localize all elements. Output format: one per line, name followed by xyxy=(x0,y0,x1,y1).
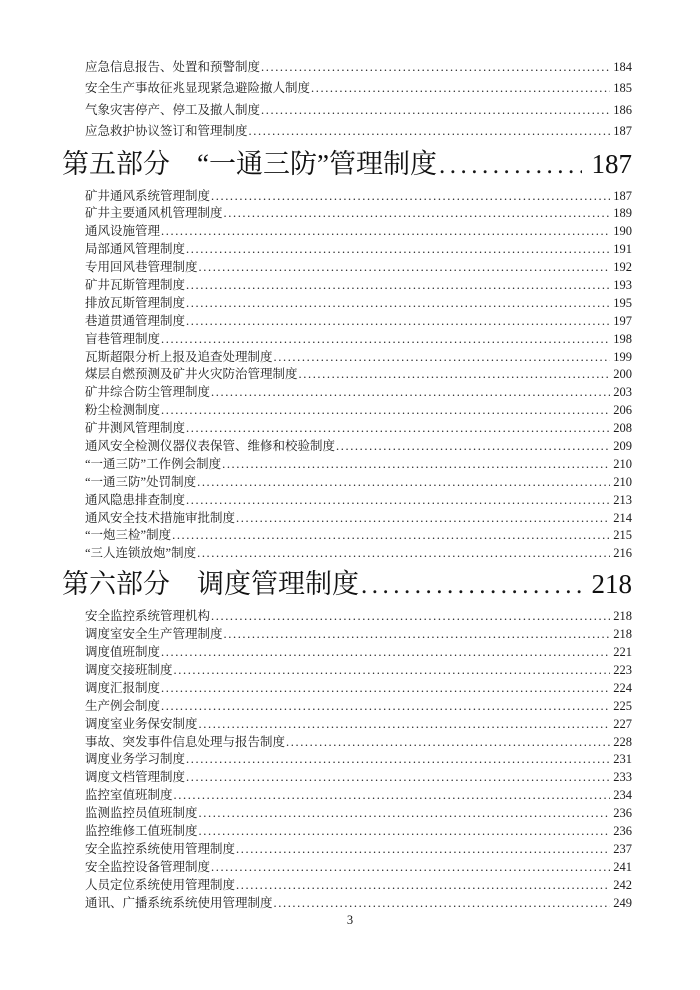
toc-entry-page: 218 xyxy=(613,609,632,624)
toc-entry[interactable] xyxy=(62,223,632,241)
toc-entry-title: 应急救护协议签订和管理制度 xyxy=(85,124,248,139)
toc-entry-page: 187 xyxy=(613,188,632,203)
dot-leader xyxy=(199,805,611,823)
toc-entry-title: 专用回风巷管理制度 xyxy=(85,260,198,275)
toc-entry-title: 通风设施管理 xyxy=(85,224,161,239)
toc-entry-page: 231 xyxy=(613,752,632,767)
dot-leader xyxy=(261,57,610,78)
dot-leader xyxy=(186,420,610,438)
toc-entry-page: 185 xyxy=(613,81,632,96)
toc-entry-page: 236 xyxy=(613,806,632,821)
dot-leader xyxy=(274,349,611,367)
toc-entry-title: 调度室安全生产管理制度 xyxy=(85,627,223,642)
toc-entry-title: 局部通风管理制度 xyxy=(85,242,186,257)
toc-entry-title: 通风安全检测仪器仪表保管、维修和校验制度 xyxy=(85,439,336,454)
toc-entry-page: 195 xyxy=(613,295,632,310)
toc-entry-page: 215 xyxy=(613,528,632,543)
toc-entry-title: 调度文档管理制度 xyxy=(85,770,186,785)
dot-leader xyxy=(222,456,610,474)
toc-entry[interactable] xyxy=(62,456,632,474)
table-of-contents xyxy=(62,57,632,912)
toc-entry[interactable] xyxy=(62,734,632,752)
toc-entry-page: 208 xyxy=(613,421,632,436)
toc-entry-title: 矿井综合防尘管理制度 xyxy=(85,385,211,400)
toc-entry-title: “一通三防”工作例会制度 xyxy=(85,456,222,471)
toc-section-entries xyxy=(62,608,632,912)
toc-entry[interactable] xyxy=(62,277,632,295)
toc-entry-page: 249 xyxy=(613,895,632,910)
dot-leader xyxy=(197,545,610,563)
toc-entry-page: 213 xyxy=(613,492,632,507)
dot-leader xyxy=(236,510,610,528)
dot-leader xyxy=(174,787,611,805)
dot-leader xyxy=(161,698,610,716)
toc-entry[interactable] xyxy=(62,859,632,877)
toc-entry-page: 223 xyxy=(613,662,632,677)
toc-entry-page: 242 xyxy=(613,877,632,892)
dot-leader xyxy=(361,566,582,604)
dot-leader xyxy=(274,895,611,913)
toc-entry-title: 煤层自燃预测及矿井火灾防治管理制度 xyxy=(85,367,298,382)
toc-entry-page: 216 xyxy=(613,546,632,561)
toc-entry[interactable] xyxy=(62,680,632,698)
toc-entry[interactable] xyxy=(62,510,632,528)
toc-section-entries xyxy=(62,188,632,564)
toc-entry[interactable] xyxy=(62,805,632,823)
toc-entry-title: 调度业务学习制度 xyxy=(85,752,186,767)
toc-entry-page: 214 xyxy=(613,510,632,525)
dot-leader xyxy=(197,474,610,492)
toc-entry[interactable] xyxy=(62,545,632,563)
dot-leader xyxy=(211,384,610,402)
toc-section-heading[interactable] xyxy=(62,566,632,604)
toc-entry[interactable] xyxy=(62,331,632,349)
dot-leader xyxy=(211,188,610,206)
toc-entry[interactable] xyxy=(62,438,632,456)
toc-entry-page: 225 xyxy=(613,698,632,713)
toc-section-title: 调度管理制度 xyxy=(197,569,359,600)
dot-leader xyxy=(311,78,610,99)
toc-entry[interactable] xyxy=(62,474,632,492)
toc-entry-page: 186 xyxy=(613,102,632,117)
toc-entry-title: 安全监控系统管理机构 xyxy=(85,609,211,624)
dot-leader xyxy=(224,626,611,644)
toc-entry-page: 184 xyxy=(613,60,632,74)
toc-section-title: “一通三防”管理制度 xyxy=(197,148,437,179)
page-number: 3 xyxy=(346,913,354,927)
dot-leader xyxy=(199,259,611,277)
dot-leader xyxy=(236,841,610,859)
toc-entry[interactable] xyxy=(62,608,632,626)
toc-entry-page: 198 xyxy=(613,331,632,346)
toc-entry[interactable] xyxy=(62,895,632,913)
toc-entry-title: 事故、突发事件信息处理与报告制度 xyxy=(85,734,286,749)
toc-entry-page: 233 xyxy=(613,770,632,785)
dot-leader xyxy=(286,734,610,752)
dot-leader xyxy=(161,331,610,349)
dot-leader xyxy=(336,438,610,456)
toc-entry-title: 盲巷管理制度 xyxy=(85,331,161,346)
toc-entry-page: 237 xyxy=(613,841,632,856)
toc-entry-page: 228 xyxy=(613,734,632,749)
toc-section-page: 218 xyxy=(591,569,632,600)
toc-entry-page: 190 xyxy=(613,224,632,239)
dot-leader xyxy=(299,366,611,384)
dot-leader xyxy=(161,644,610,662)
dot-leader xyxy=(186,295,610,313)
toc-entry[interactable] xyxy=(62,366,632,384)
toc-entry-page: 221 xyxy=(613,645,632,660)
toc-entry-page: 193 xyxy=(613,278,632,293)
toc-entry-title: 监测监控员值班制度 xyxy=(85,806,198,821)
toc-entry-title: 应急信息报告、处置和预警制度 xyxy=(85,60,261,74)
toc-entry[interactable] xyxy=(62,420,632,438)
toc-section-page: 187 xyxy=(591,148,632,179)
toc-entry-title: 安全监控设备管理制度 xyxy=(85,859,211,874)
toc-entry-title: 粉尘检测制度 xyxy=(85,403,161,418)
toc-entry-title: 调度值班制度 xyxy=(85,645,161,660)
toc-entry-page: 234 xyxy=(613,788,632,803)
toc-continued-entries xyxy=(62,57,632,143)
dot-leader xyxy=(161,223,610,241)
toc-entry[interactable] xyxy=(62,644,632,662)
toc-entry-title: 安全生产事故征兆显现紧急避险撤人制度 xyxy=(85,81,311,96)
toc-entry-page: 189 xyxy=(613,206,632,221)
toc-entry[interactable] xyxy=(62,662,632,680)
dot-leader xyxy=(249,121,611,142)
toc-entry-page: 192 xyxy=(613,260,632,275)
toc-entry-title: 调度交接班制度 xyxy=(85,662,173,677)
toc-section-label: 第六部分 xyxy=(62,569,170,600)
toc-entry-page: 224 xyxy=(613,680,632,695)
toc-entry[interactable] xyxy=(62,769,632,787)
dot-leader xyxy=(199,716,611,734)
toc-entry-page: 199 xyxy=(613,349,632,364)
toc-entry-title: “三人连锁放炮”制度 xyxy=(85,546,197,561)
dot-leader xyxy=(186,241,610,259)
toc-entry-title: “一通三防”处罚制度 xyxy=(85,474,197,489)
toc-entry[interactable] xyxy=(62,57,632,78)
toc-entry[interactable] xyxy=(62,384,632,402)
toc-entry[interactable] xyxy=(62,188,632,206)
dot-leader xyxy=(186,751,610,769)
toc-entry[interactable] xyxy=(62,259,632,277)
toc-entry[interactable] xyxy=(62,787,632,805)
toc-entry[interactable] xyxy=(62,295,632,313)
toc-entry-title: 安全监控系统使用管理制度 xyxy=(85,841,236,856)
toc-entry-title: 调度室业务保安制度 xyxy=(85,716,198,731)
toc-entry[interactable] xyxy=(62,492,632,510)
dot-leader xyxy=(186,769,610,787)
toc-entry-page: 210 xyxy=(613,456,632,471)
dot-leader xyxy=(172,527,610,545)
dot-leader xyxy=(174,662,611,680)
toc-entry[interactable] xyxy=(62,698,632,716)
toc-entry[interactable] xyxy=(62,402,632,420)
toc-entry-title: 生产例会制度 xyxy=(85,698,161,713)
toc-entry-title: 矿井主要通风机管理制度 xyxy=(85,206,223,221)
dot-leader xyxy=(186,492,610,510)
toc-entry[interactable] xyxy=(62,313,632,331)
dot-leader xyxy=(211,608,610,626)
toc-entry[interactable] xyxy=(62,626,632,644)
page-footer xyxy=(0,913,700,928)
toc-entry-page: 206 xyxy=(613,403,632,418)
toc-entry[interactable] xyxy=(62,100,632,121)
toc-entry-title: 监控室值班制度 xyxy=(85,788,173,803)
dot-leader xyxy=(261,100,610,121)
dot-leader xyxy=(161,680,610,698)
toc-entry-title: 排放瓦斯管理制度 xyxy=(85,295,186,310)
toc-entry-title: 监控维修工值班制度 xyxy=(85,823,198,838)
toc-section-label: 第五部分 xyxy=(62,148,170,179)
dot-leader xyxy=(439,146,582,184)
toc-entry[interactable] xyxy=(62,121,632,142)
toc-entry[interactable] xyxy=(62,877,632,895)
toc-entry-page: 203 xyxy=(613,385,632,400)
toc-entry-title: 矿井测风管理制度 xyxy=(85,421,186,436)
toc-entry-page: 241 xyxy=(613,859,632,874)
toc-entry-page: 236 xyxy=(613,823,632,838)
toc-entry[interactable] xyxy=(62,716,632,734)
toc-entry[interactable] xyxy=(62,823,632,841)
toc-entry[interactable] xyxy=(62,527,632,545)
dot-leader xyxy=(199,823,611,841)
toc-entry-page: 200 xyxy=(613,367,632,382)
toc-entry[interactable] xyxy=(62,841,632,859)
toc-entry-page: 227 xyxy=(613,716,632,731)
dot-leader xyxy=(224,205,611,223)
toc-entry-page: 187 xyxy=(613,124,632,139)
toc-entry[interactable] xyxy=(62,349,632,367)
toc-entry[interactable] xyxy=(62,751,632,769)
dot-leader xyxy=(186,277,610,295)
toc-entry-page: 218 xyxy=(613,627,632,642)
toc-entry-page: 210 xyxy=(613,474,632,489)
toc-section-heading[interactable] xyxy=(62,146,632,184)
toc-entry-title: 调度汇报制度 xyxy=(85,680,161,695)
toc-entry-title: 巷道贯通管理制度 xyxy=(85,313,186,328)
toc-entry-title: 矿井通风系统管理制度 xyxy=(85,188,211,203)
toc-entry-page: 209 xyxy=(613,439,632,454)
toc-entry-title: 人员定位系统使用管理制度 xyxy=(85,877,236,892)
toc-entry-page: 191 xyxy=(613,242,632,257)
dot-leader xyxy=(211,859,610,877)
toc-entry-title: 通讯、广播系统系统使用管理制度 xyxy=(85,895,273,910)
toc-entry[interactable] xyxy=(62,241,632,259)
toc-entry-page: 197 xyxy=(613,313,632,328)
toc-entry-title: 矿井瓦斯管理制度 xyxy=(85,278,186,293)
toc-entry-title: 瓦斯超限分析上报及追查处理制度 xyxy=(85,349,273,364)
toc-entry[interactable] xyxy=(62,205,632,223)
toc-entry-title: 通风安全技术措施审批制度 xyxy=(85,510,236,525)
dot-leader xyxy=(236,877,610,895)
toc-entry-title: 通风隐患排查制度 xyxy=(85,492,186,507)
toc-entry-title: “一炮三检”制度 xyxy=(85,528,172,543)
dot-leader xyxy=(186,313,610,331)
dot-leader xyxy=(161,402,610,420)
toc-entry[interactable] xyxy=(62,78,632,99)
toc-entry-title: 气象灾害停产、停工及撤人制度 xyxy=(85,102,261,117)
